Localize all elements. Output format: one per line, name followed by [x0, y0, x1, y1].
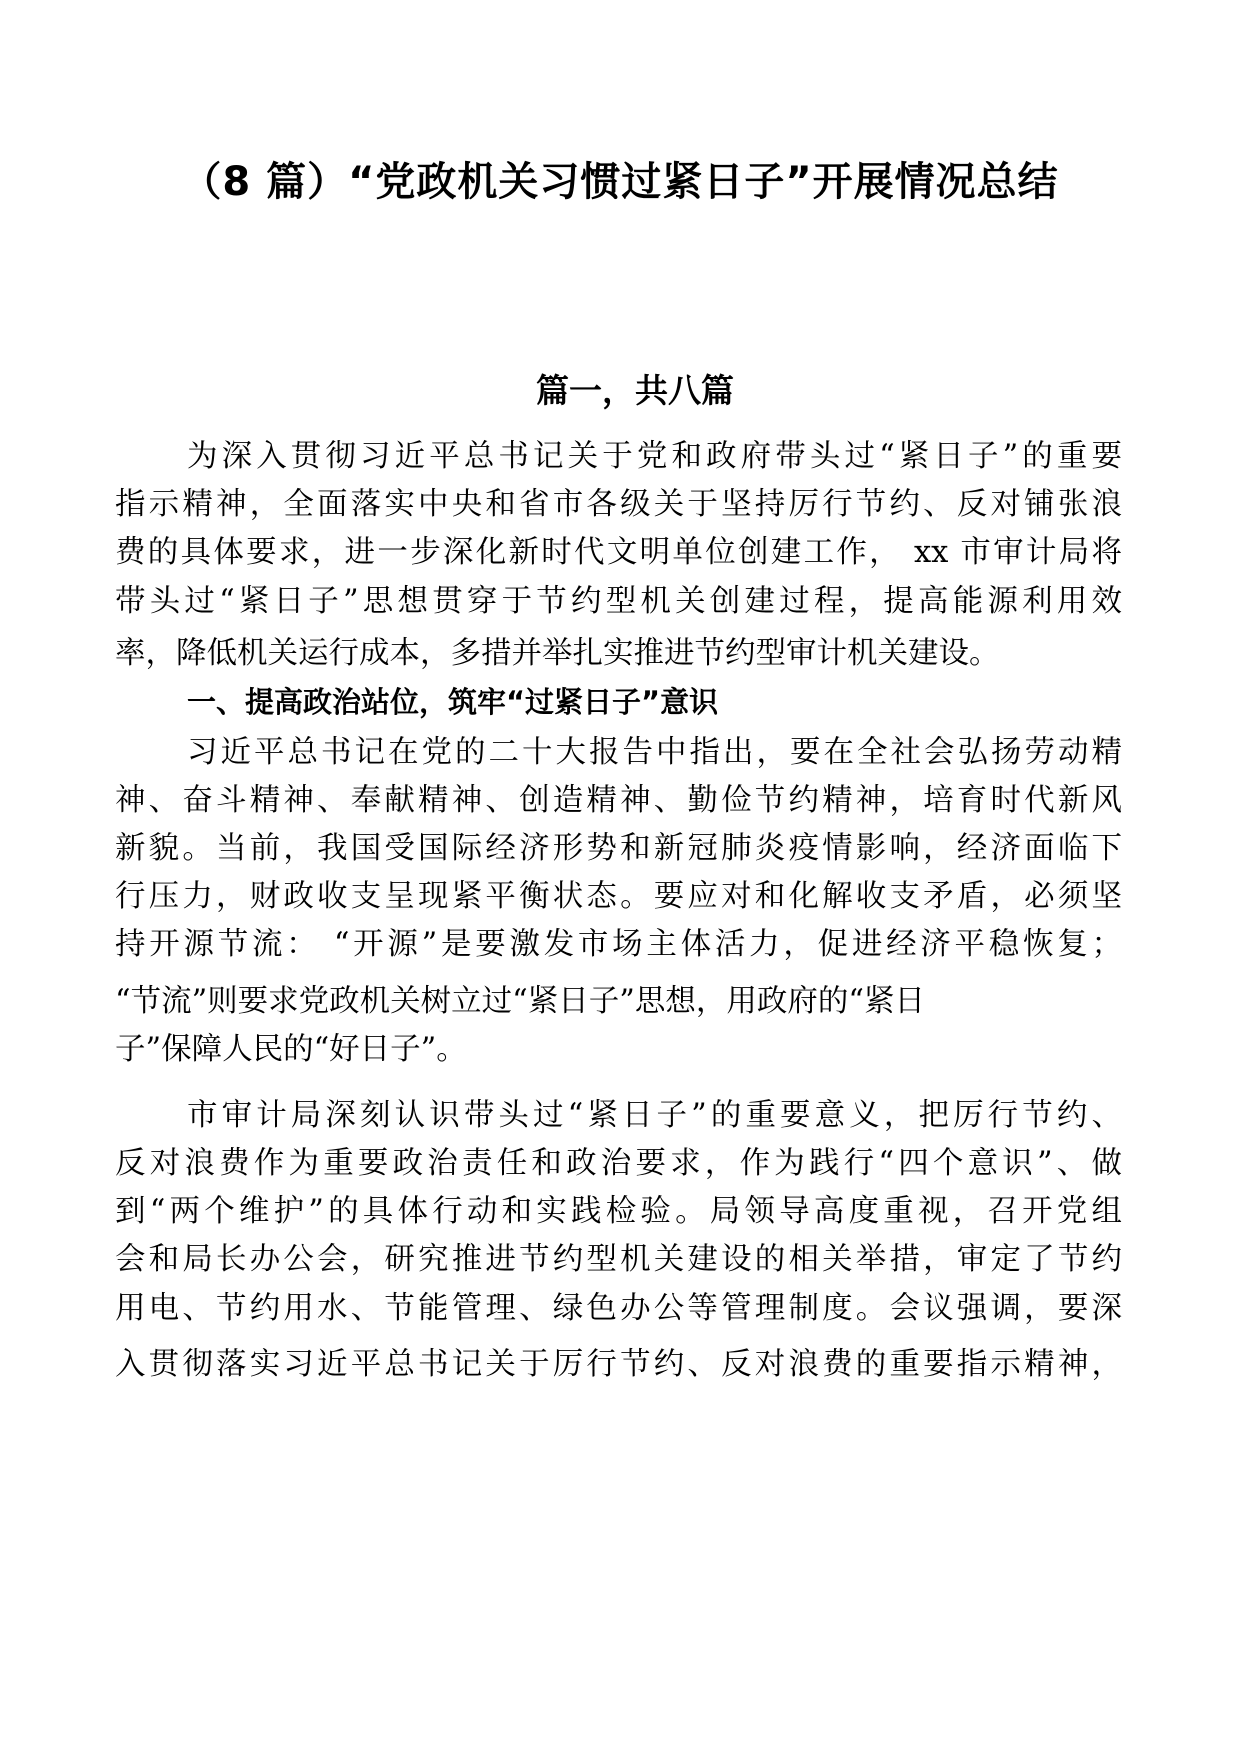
- paragraph-line: 习近平总书记在党的二十大报告中指出，要在全社会弘扬劳动精: [187, 735, 1122, 770]
- paragraph-line: “节流”则要求党政机关树立过“紧日子”思想，用政府的“紧日: [115, 984, 925, 1019]
- paragraph-line: 市审计局深刻认识带头过“紧日子”的重要意义，把厉行节约、: [187, 1098, 1122, 1133]
- paragraph-line: 费的具体要求，进一步深化新时代文明单位创建工作， xx 市审计局将: [115, 535, 1122, 570]
- paragraph-line: 为深入贯彻习近平总书记关于党和政府带头过“紧日子”的重要: [187, 439, 1122, 474]
- paragraph-line: 会和局长办公会，研究推进节约型机关建设的相关举措，审定了节约: [115, 1242, 1122, 1277]
- paragraph-line: 持开源节流： “开源”是要激发市场主体活力，促进经济平稳恢复；: [115, 927, 1122, 962]
- paragraph-line: 子”保障人民的“好日子”。: [115, 1032, 467, 1067]
- part-heading: 篇一，共八篇: [536, 371, 734, 410]
- paragraph-line: 神、奋斗精神、奉献精神、创造精神、勤俭节约精神，培育时代新风: [115, 783, 1122, 818]
- paragraph-line: 指示精神，全面落实中央和省市各级关于坚持厉行节约、反对铺张浪: [115, 487, 1122, 522]
- paragraph-line: 带头过“紧日子”思想贯穿于节约型机关创建过程，提高能源利用效: [115, 584, 1122, 619]
- document-title: （8 篇）“党政机关习惯过紧日子”开展情况总结: [181, 159, 1059, 205]
- paragraph-line: 反对浪费作为重要政治责任和政治要求，作为践行“四个意识”、做: [115, 1146, 1122, 1181]
- paragraph-line: 入贯彻落实习近平总书记关于厉行节约、反对浪费的重要指示精神，: [115, 1347, 1122, 1382]
- paragraph-line: 新貌。当前，我国受国际经济形势和新冠肺炎疫情影响，经济面临下: [115, 831, 1122, 866]
- paragraph-line: 率，降低机关运行成本，多措并举扎实推进节约型审计机关建设。: [115, 636, 1000, 671]
- paragraph-line: 到“两个维护”的具体行动和实践检验。局领导高度重视，召开党组: [115, 1194, 1122, 1229]
- section-heading: 一、提高政治站位，筑牢“过紧日子”意识: [187, 685, 719, 719]
- paragraph-line: 行压力，财政收支呈现紧平衡状态。要应对和化解收支矛盾，必须坚: [115, 879, 1122, 914]
- paragraph-line: 用电、节约用水、节能管理、绿色办公等管理制度。会议强调，要深: [115, 1291, 1122, 1326]
